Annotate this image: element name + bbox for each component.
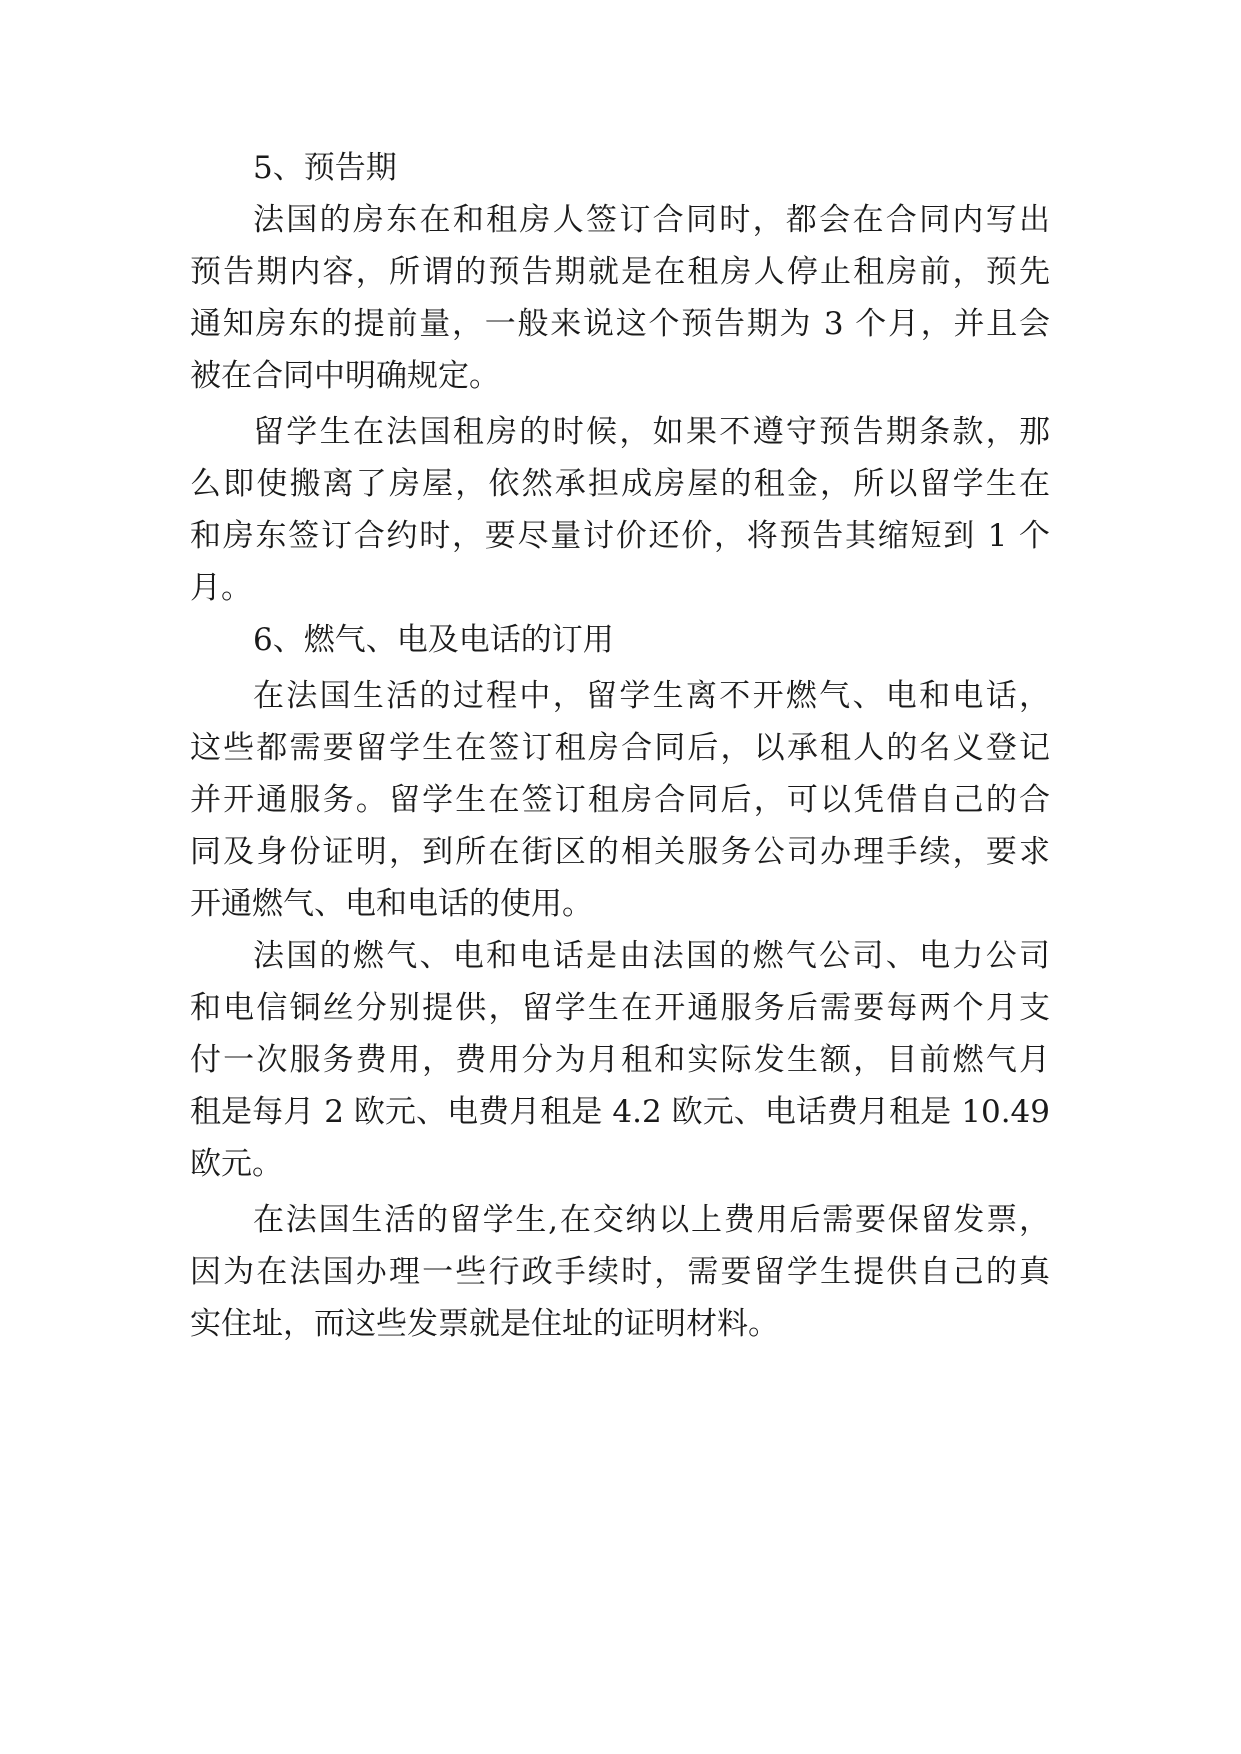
paragraph-line: 同及身份证明，到所在街区的相关服务公司办理手续，要求	[190, 834, 1050, 870]
paragraph-line: 月。	[190, 570, 252, 606]
paragraph-line: 留学生在法国租房的时候，如果不遵守预告期条款，那	[253, 414, 1050, 450]
paragraph-line: 付一次服务费用，费用分为月租和实际发生额，目前燃气月	[190, 1042, 1050, 1078]
paragraph-line: 在法国生活的留学生,在交纳以上费用后需要保留发票，	[253, 1202, 1050, 1238]
paragraph-line: 在法国生活的过程中，留学生离不开燃气、电和电话，	[253, 678, 1050, 714]
paragraph-line: 通知房东的提前量，一般来说这个预告期为 3 个月，并且会	[190, 306, 1050, 342]
paragraph-line: 法国的燃气、电和电话是由法国的燃气公司、电力公司	[253, 938, 1050, 974]
paragraph-line: 这些都需要留学生在签订租房合同后，以承租人的名义登记	[190, 730, 1050, 766]
paragraph-line: 和房东签订合约时，要尽量讨价还价，将预告其缩短到 1 个	[190, 518, 1050, 554]
paragraph-line: 么即使搬离了房屋，依然承担成房屋的租金，所以留学生在	[190, 466, 1050, 502]
section-heading: 6、燃气、电及电话的订用	[253, 622, 614, 658]
paragraph-line: 法国的房东在和租房人签订合同时，都会在合同内写出	[253, 202, 1050, 238]
section-heading: 5、预告期	[253, 150, 397, 186]
paragraph-line: 被在合同中明确规定。	[190, 358, 500, 394]
paragraph-line: 因为在法国办理一些行政手续时，需要留学生提供自己的真	[190, 1254, 1050, 1290]
paragraph-line: 租是每月 2 欧元、电费月租是 4.2 欧元、电话费月租是 10.49	[190, 1094, 1050, 1130]
paragraph-line: 开通燃气、电和电话的使用。	[190, 886, 593, 922]
paragraph-line: 预告期内容，所谓的预告期就是在租房人停止租房前，预先	[190, 254, 1050, 290]
paragraph-line: 并开通服务。留学生在签订租房合同后，可以凭借自己的合	[190, 782, 1050, 818]
paragraph-line: 实住址，而这些发票就是住址的证明材料。	[190, 1306, 779, 1342]
paragraph-line: 欧元。	[190, 1146, 283, 1182]
paragraph-line: 和电信铜丝分别提供，留学生在开通服务后需要每两个月支	[190, 990, 1050, 1026]
